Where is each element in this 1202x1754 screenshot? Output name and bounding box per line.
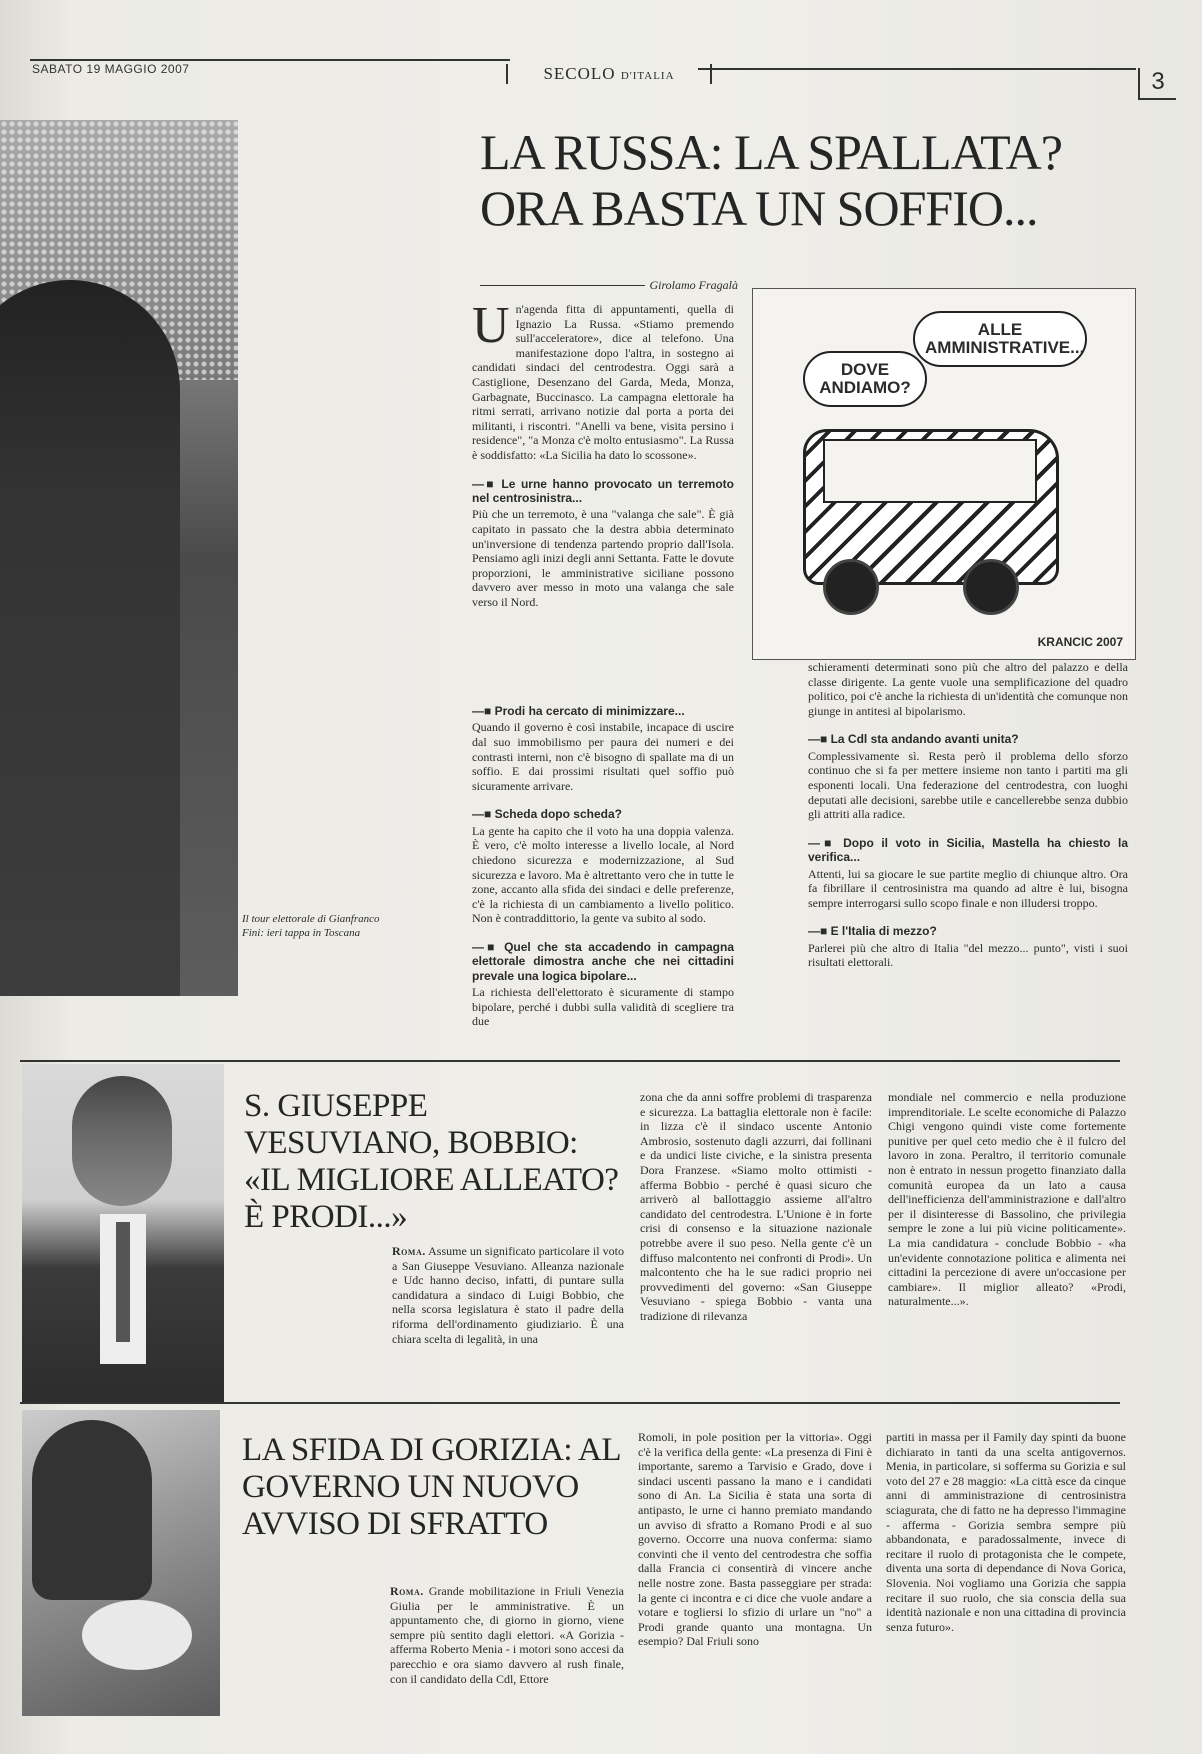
answer-2: Quando il governo è così instabile, incapace di uscire dal suo immobilismo per paura dei numeri e dei contrasti interni, non c'è bisogno di spallate ma di un soffio. E dai prossimi risultati quel soffio può sicuramente arrivare. xyxy=(472,720,734,793)
car-window xyxy=(823,439,1037,503)
gorizia-place: Roma. xyxy=(390,1584,424,1598)
speech-bubble-1: DOVE ANDIAMO? xyxy=(803,351,927,407)
answer-3: La gente ha capito che il voto ha una doppia valenza. È vero, c'è molto interesse a livello locale, al Nord chiedono sicurezza e modernizzazione, al Sud sicurezza e lavoro. Ma è altrettanto vero che in tutte le zone, accanto alla sfida dei sindaci e delle preferenze, c'è la richiesta di un cambiamento a livello politico. Non è contraddittorio, la gente va subito al sodo. xyxy=(472,823,734,926)
question-6: —■ Dopo il voto in Sicilia, Mastella ha chiesto la verifica... xyxy=(808,836,1128,865)
fini-photo xyxy=(0,120,238,996)
dropcap: U xyxy=(472,297,510,354)
masthead-date: SABATO 19 MAGGIO 2007 xyxy=(32,62,190,76)
gorizia-column-3: partiti in massa per il Family day spinti da buone dichiarato in tanti da una scelta antigovernos. Menia, in particolare, si sofferma su Gorizia e sul voto del 27 e 28 maggio: «La città esce da cinque anni di amministrazione di centrosinistra sciagurata, che di fatto ne ha depresso l'immagine - afferma - Gorizia sembra sempre più abbandonata, e paradossalmente, invece di recitare il ruolo di protagonista che le compete, diventa una sorta di dependance di Nova Gorica, Slovenia. Noi vogliamo una Gorizia che sappia recitare il suo ruolo, che sia conscia della sua identità nazionale e non una cittadina di provincia senza futuro». xyxy=(886,1430,1126,1634)
bobbio-column-3: mondiale nel commercio e nella produzione imprenditoriale. Le scelte economiche di Palazzo Chigi vengono quindi viste come fortemente punitive per quel ceto medio che è il fulcro del lavoro in zona. Peraltro, il territorio comunale non è entrato in nessun progetto finanziato dalla comunità europea da un lato a causa dell'inefficienza dell'amministrazione e dall'altro per il disinteresse di Bassolino, che privilegia sempre le zone a lui più vicine politicamente». La mia candidatura - conclude Bobbio - «ha un'evidente connotazione politica e alimenta nei cittadini la percezione di avere un'occasione per cambiare». Il miglior alleato? «Prodi, naturalmente...». xyxy=(888,1090,1126,1309)
answer-1: Più che un terremoto, è una "valanga che sale". È già capitato in passato che la destra abbia determinato un'inversione di tendenza partendo proprio dall'Isola. Pensiamo agli inizi degli anni Settanta. Fatte le dovute proporzioni, le amministrative siciliane possono davvero aver messo in moto una valanga che sale verso il Nord. xyxy=(472,507,734,609)
answer-4-continued: schieramenti determinati sono più che altro del palazzo e della classe dirigente. La gente vuole una semplificazione del quadro politico, poi c'è anche la richiesta di un'identità che comunque non giunge in antitesi al bipolarismo. xyxy=(808,660,1128,718)
gorizia-lead xyxy=(390,1584,624,1686)
gorizia-column-2: Romoli, in pole position per la vittoria». Oggi c'è la verifica della gente: «La presenza di Fini è importante, saremo a Tarvisio e Grado, dove i sindaci uscenti passano la mano e i candidati sono di An. La Sicilia è stata una sorta di antipasto, le urne ci hanno premiato mandando un avviso di sfratto a Romano Prodi e al suo governo. Occorre una nuova conferma: siamo convinti che il vento del centrodestra che soffia dalla Francia ci consentirà di vincere anche nelle nostre zone. Basta passeggiare per strada: la gente ci incontra e ci dice che vuole andare a votare e togliersi lo sfizio di urlare un "no" a Prodi grande quanto una montagna. Un esempio? Dal Friuli sono xyxy=(638,1430,872,1649)
paper-name: SECOLO xyxy=(543,64,616,83)
byline xyxy=(480,278,738,300)
car-wheel xyxy=(963,559,1019,615)
speech-bubble-2: ALLE AMMINISTRATIVE... xyxy=(913,311,1087,367)
answer-6: Attenti, lui sa giocare le sue partite meglio di chiunque altro. Ora fa fibrillare il centrosinistra ma quando ad altre è lui, bisogna sempre interrogarsi sullo scopo finale e non illudersi troppo. xyxy=(808,866,1128,910)
answer-4: La richiesta dell'elettorato è sicuramente di stampo bipolare, perché i dubbi sulla validità di scegliere tra due xyxy=(472,985,734,1029)
gorizia-lead-text: Grande mobilitazione in Friuli Venezia Giulia per le amministrative. È un appuntamento che, di giorno in giorno, viene sempre più sentito dagli elettori. «A Gorizia - afferma Roberto Menia - i motori sono accesi da parecchio e ora siamo davvero al rush finale, con il candidato della Cdl, Ettore xyxy=(390,1584,625,1686)
cartoon xyxy=(752,288,1136,660)
car-wheel xyxy=(823,559,879,615)
article1-column-3 xyxy=(808,660,1128,970)
photo-person xyxy=(32,1420,152,1600)
question-7: —■ E l'Italia di mezzo? xyxy=(808,924,1128,938)
bobbio-photo xyxy=(22,1064,224,1404)
question-5: —■ La Cdl sta andando avanti unita? xyxy=(808,732,1128,746)
masthead xyxy=(30,56,1176,96)
question-3: —■ Scheda dopo scheda? xyxy=(472,807,734,821)
gorizia-photo xyxy=(22,1410,220,1716)
section-divider xyxy=(20,1060,1120,1062)
masthead-rule-left xyxy=(30,59,510,61)
masthead-rule-right xyxy=(698,68,1136,70)
question-2: —■ Prodi ha cercato di minimizzare... xyxy=(472,704,734,718)
main-headline: LA RUSSA: LA SPALLATA? ORA BASTA UN SOFFIO... xyxy=(480,124,1062,236)
photo-head xyxy=(72,1076,172,1206)
answer-5: Complessivamente sì. Resta però il problema dello sforzo continuo che si fa per mettere insieme non tanto i partiti ma gli esponenti locali. Una federazione del centrodestra, con luoghi deputati alle decisioni, sarebbe utile e cancellerebbe senza dubbio gli attriti alla radice. xyxy=(808,748,1128,822)
photo-plate xyxy=(82,1600,192,1670)
section-divider xyxy=(20,1402,1120,1404)
answer-7: Parlerei più che altro di Italia "del mezzo... punto", visti i suoi risultati elettorali. xyxy=(808,940,1128,970)
question-4: —■ Quel che sta accadendo in campagna elettorale dimostra anche che nei cittadini prevale una logica bipolare... xyxy=(472,940,734,983)
photo-figure xyxy=(0,280,180,996)
intro-paragraph xyxy=(472,297,734,463)
bobbio-lead-text: Assume un significato particolare il voto a San Giuseppe Vesuviano. Alleanza nazionale e Udc hanno deciso, infatti, di puntare sulla candidatura a sindaco di Luigi Bobbio, che nella scorsa legislatura è stato il padre della riforma dell'ordinamento giudiziario. È una chiara scelta di legalità, in una xyxy=(392,1244,624,1346)
photo-tie xyxy=(116,1222,130,1342)
bobbio-lead xyxy=(392,1244,624,1346)
article1-column-1 xyxy=(472,297,734,610)
article1-column-2 xyxy=(472,690,734,1029)
cartoon-signature: KRANCIC 2007 xyxy=(1037,635,1123,649)
paper-suffix: D'ITALIA xyxy=(620,70,675,82)
page-number: 3 xyxy=(1138,68,1176,100)
question-1: —■ Le urne hanno provocato un terremoto nel centrosinistra... xyxy=(472,477,734,506)
byline-author: Girolamo Fragalà xyxy=(645,278,738,292)
photo-caption: Il tour elettorale di Gianfranco Fini: ieri tappa in Toscana xyxy=(242,913,380,939)
bobbio-column-2: zona che da anni soffre problemi di trasparenza e sicurezza. La battaglia elettorale non è facile: in lizza c'è il sindaco uscente Antonio Ambrosio, sostenuto dagli azzurri, dai follinani e da undici liste civiche, e la sinistra presenta Dora Franzese. «Siamo molto ottimisti - afferma Bobbio - perché è quasi sicuro che arriverò al ballottaggio assieme all'altro candidato del centrodestra. L'Unione è in forte crisi di consenso e la situazione nazionale potrebbe avere il suo peso. Nella gente c'è un diffuso malcontento nei confronti di Prodi». Un malcontento che ha le sue radici proprio nei provvedimenti del governo: «San Giuseppe Vesuviano - spiega Bobbio - vanta una tradizione di rilevanza xyxy=(640,1090,872,1323)
bobbio-headline: S. GIUSEPPE VESUVIANO, BOBBIO: «IL MIGLIORE ALLEATO? È PRODI...» xyxy=(244,1088,619,1235)
intro-text: n'agenda fitta di appuntamenti, quella di Ignazio La Russa. «Stiamo premendo sull'acceleratore», dice al telefono. Una manifestazione dopo l'altra, in sostegno ai candidati sindaci del centrodestra. Oggi sarà a Castiglione, Desenzano del Garda, Meda, Monza, Garbagnate, Buccinasco. La campagna elettorale ha ritmi serrati, arrivano notizie dal porta a porta dei militanti, i riscontri. "Anelli va bene, visita persino i residence", "a Monza c'è molto entusiasmo". La Russa è soddisfatto: «La Sicilia ha dato lo scossone». xyxy=(472,302,734,462)
masthead-paper-name xyxy=(506,64,712,84)
bobbio-place: Roma. xyxy=(392,1244,426,1258)
gorizia-headline: LA SFIDA DI GORIZIA: AL GOVERNO UN NUOVO AVVISO DI SFRATTO xyxy=(242,1432,620,1542)
